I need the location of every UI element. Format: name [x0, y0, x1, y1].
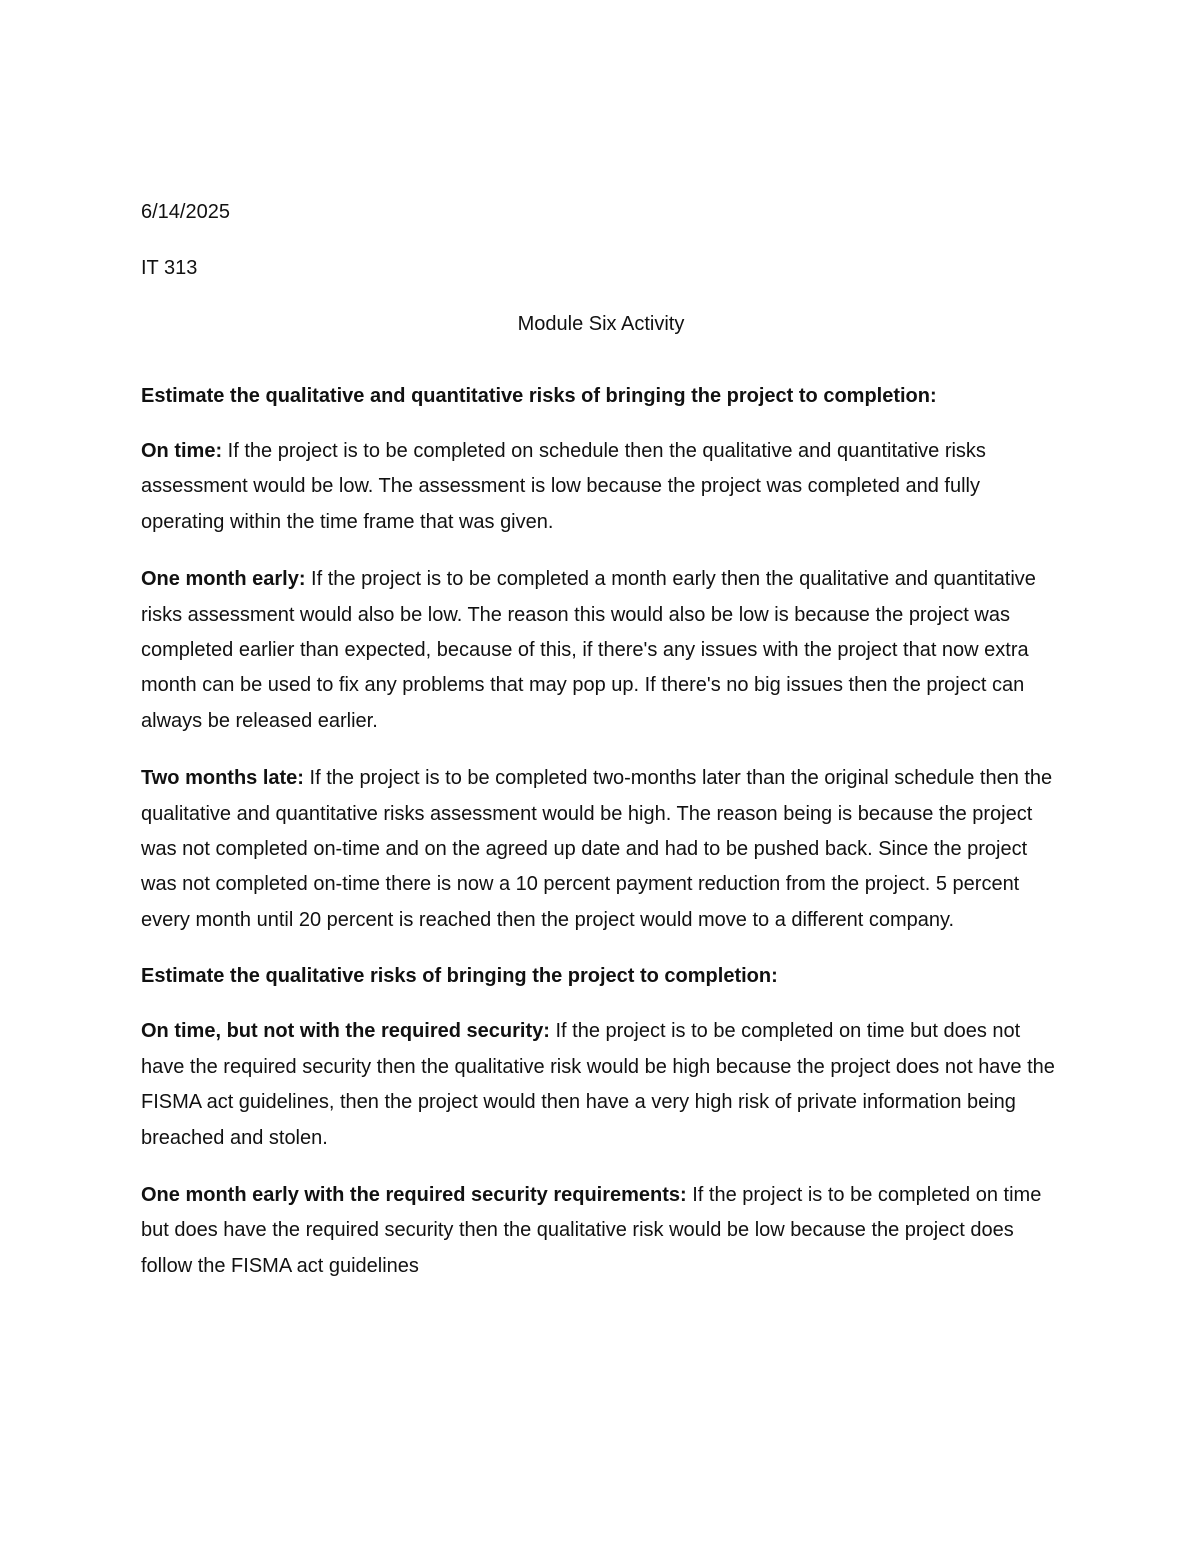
paragraph-lead: On time:: [141, 440, 223, 462]
paragraph-lead: On time, but not with the required security:: [141, 1020, 550, 1043]
paragraph-text: If the project is to be completed on schedule then the qualitative and quantitative risks assessment would be low. The assessment is low because the project was completed and fully operating within the time frame that was given.: [141, 440, 986, 533]
section-quantitative-risks: [141, 380, 1061, 938]
paragraph-lead: One month early with the required security requirements:: [141, 1183, 687, 1206]
document-title: Module Six Activity: [517, 313, 685, 335]
paragraph-lead: One month early:: [141, 568, 306, 591]
paragraph-text: If the project is to be completed on time but does not have the required security then the qualitative risk would be high because the project does not have the FISMA act guidelines, then the project would then have a very high risk of private information being breached and stolen.: [141, 1020, 1055, 1149]
section-heading: Estimate the qualitative and quantitative risks of bringing the project to completion:: [141, 385, 937, 407]
paragraph-two-months-late: [141, 761, 1061, 938]
paragraph-on-time: [141, 434, 1061, 540]
document-date: 6/14/2025: [141, 201, 230, 223]
paragraph-one-month-early: [141, 562, 1061, 739]
paragraph-text: If the project is to be completed on time but does have the required security then the qualitative risk would be low because the project does follow the FISMA act guidelines: [141, 1183, 1042, 1277]
paragraph-text: If the project is to be completed two-months later than the original schedule then the qualitative and quantitative risks assessment would be high. The reason being is because the project was not completed on-time and on the agreed up date and had to be pushed back. Since the project was not completed on-time there is now a 10 percent payment reduction from the project. 5 percent every month until 20 percent is reached then the project would move to a different company.: [141, 767, 1053, 931]
section-qualitative-risks: [141, 960, 1061, 1284]
paragraph-on-time-no-security: [141, 1014, 1061, 1156]
paragraph-lead: Two months late:: [141, 767, 304, 790]
section-heading: Estimate the qualitative risks of bringing the project to completion:: [141, 965, 778, 988]
course-code: IT 313: [141, 257, 198, 279]
paragraph-one-month-early-security: [141, 1178, 1061, 1284]
paragraph-text: If the project is to be completed a month early then the qualitative and quantitative risks assessment would also be low. The reason this would also be low is because the project was completed earlier than expected, because of this, if there's any issues with the project that now extra month can be used to fix any problems that may pop up. If there's no big issues then the project can always be released earlier.: [141, 568, 1036, 732]
document-body: [141, 196, 1061, 1306]
